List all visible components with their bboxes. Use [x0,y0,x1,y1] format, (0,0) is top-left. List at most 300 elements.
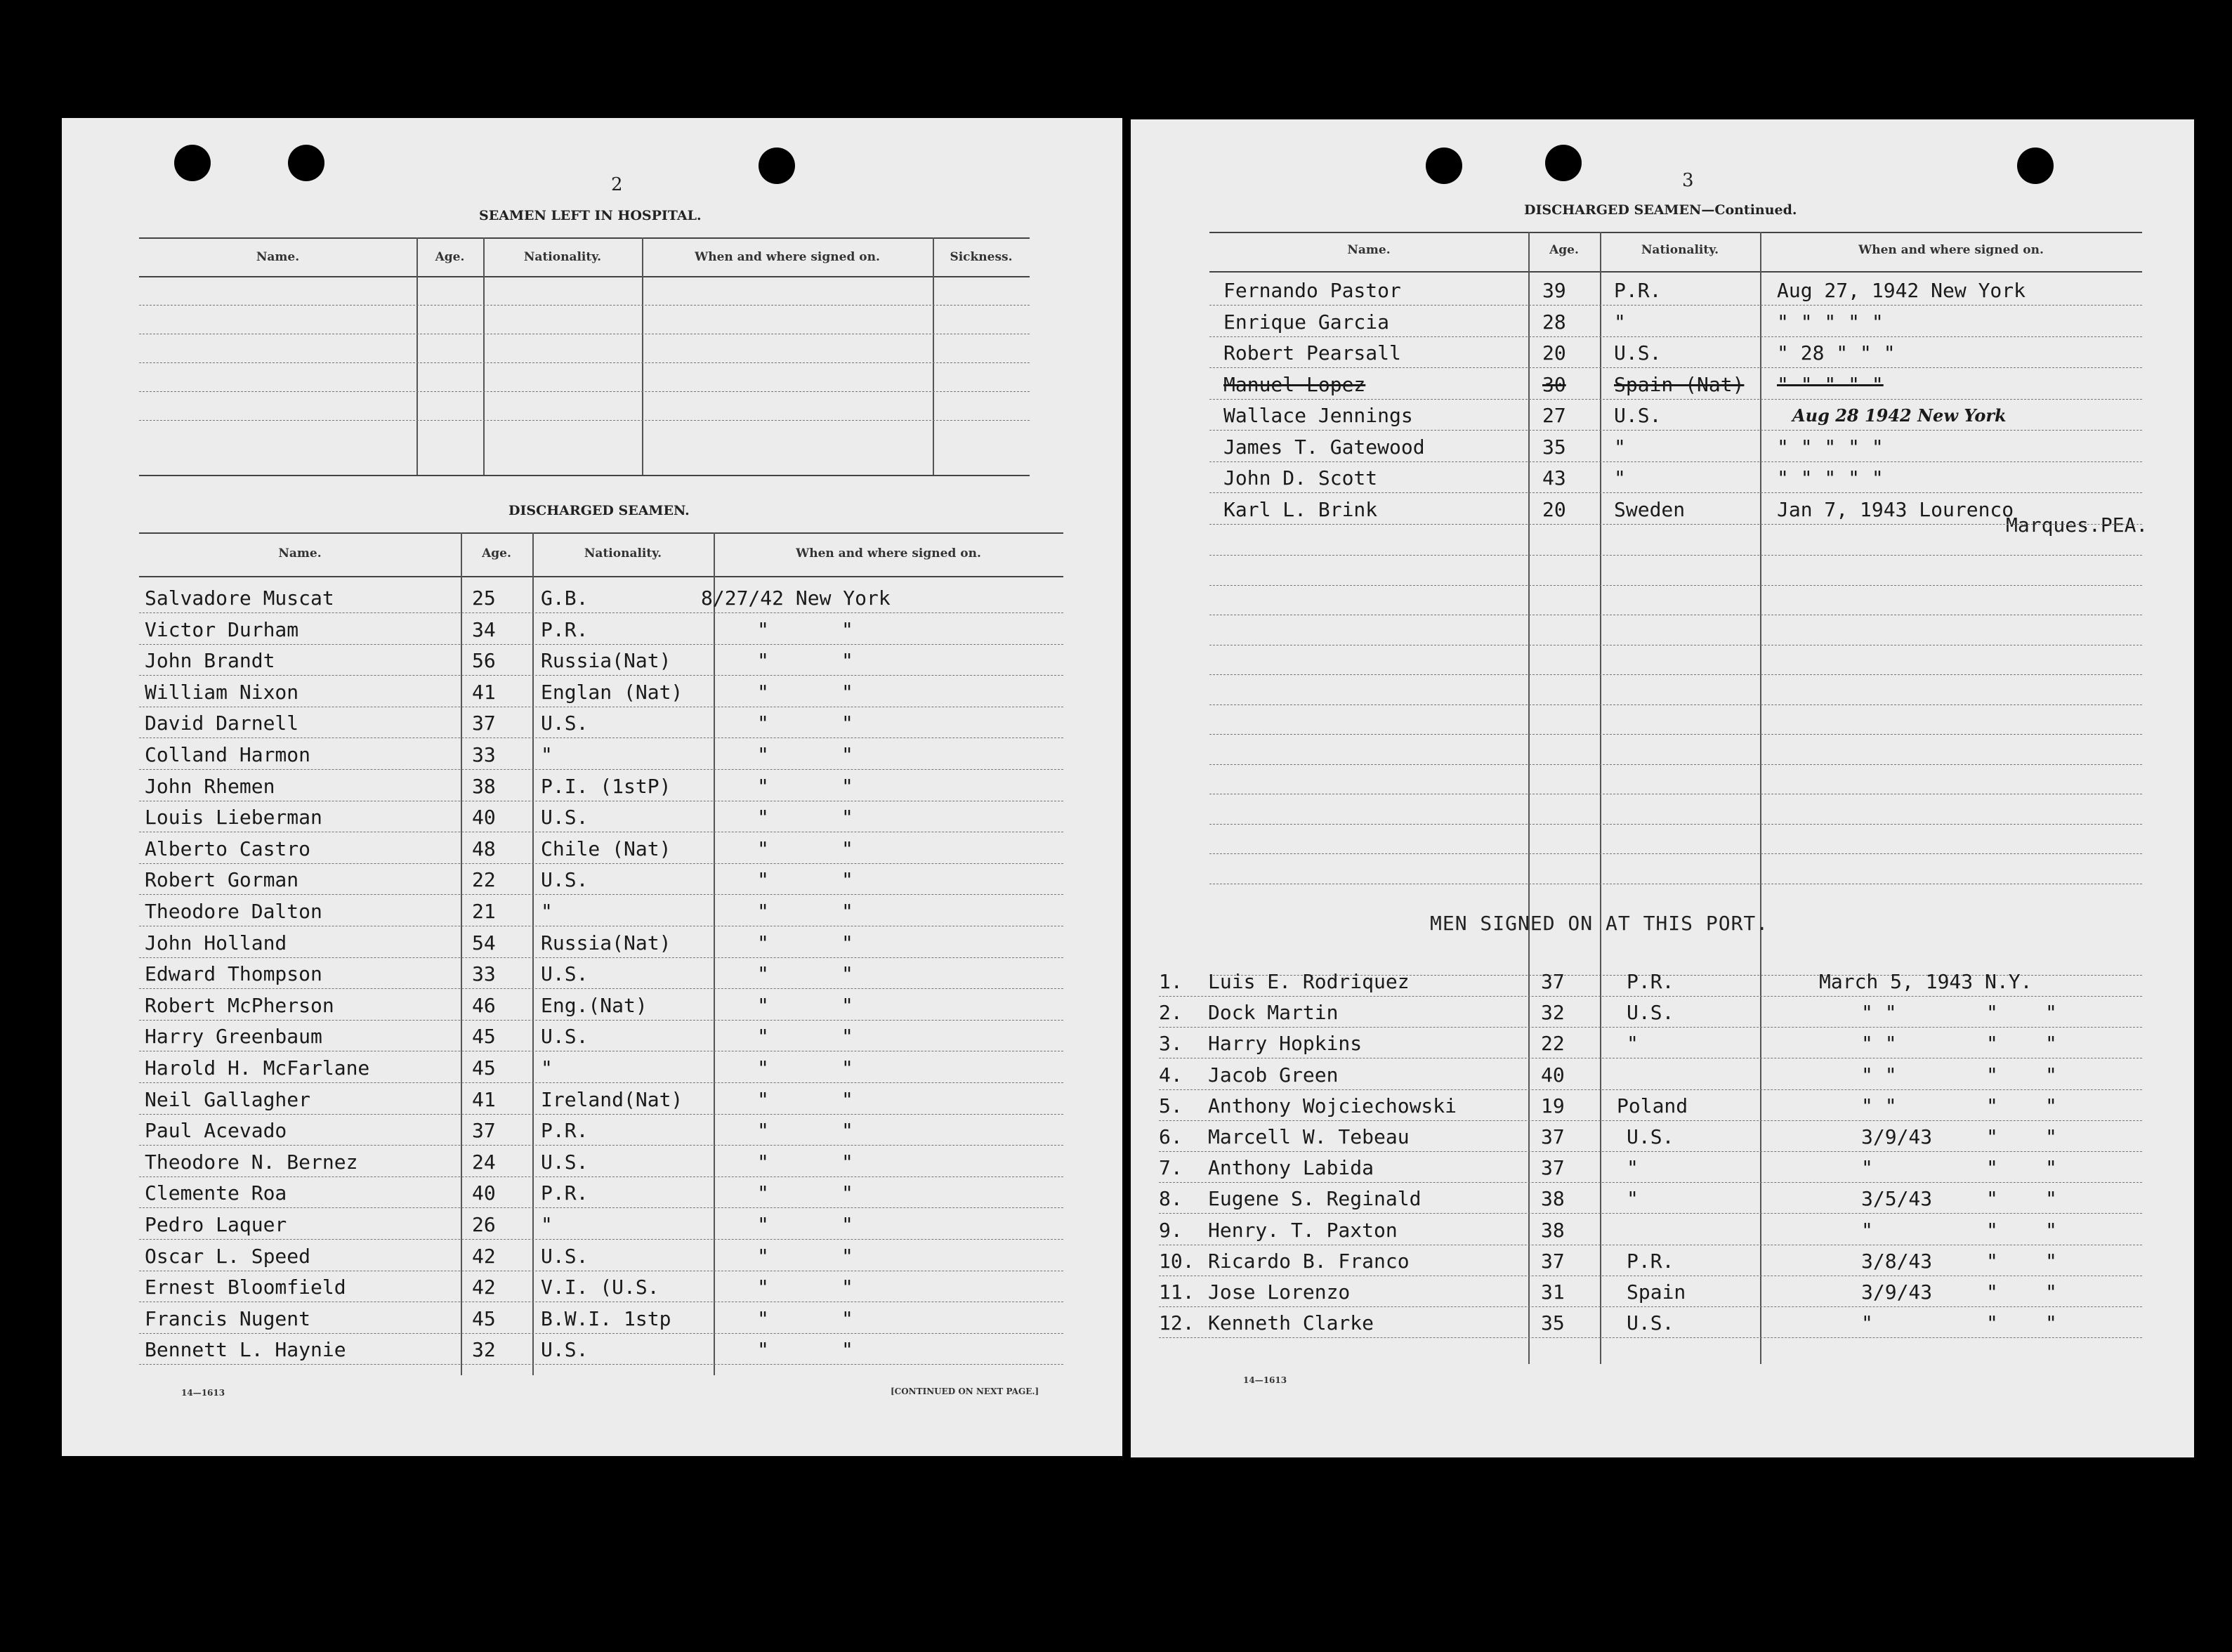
seaman-name: Manuel Lopez [1223,372,1366,396]
signed-on-date: " [1861,1156,1873,1180]
seaman-name: Salvadore Muscat [145,586,334,610]
signed-on-ditto: " [1986,1094,1998,1117]
col-header-name: Name. [1347,243,1391,257]
seaman-nationality: U.S. [1614,341,1662,365]
signed-on-date: 3/8/43 [1861,1249,1933,1273]
seaman-age: 48 [472,837,496,860]
row-number: 5. [1159,1094,1183,1117]
seaman-name: Fernando Pastor [1223,279,1401,302]
seaman-age: 35 [1542,435,1566,459]
seaman-nationality: " [541,1056,553,1080]
row-rule [139,894,1063,895]
signed-on-date: " [757,1056,769,1080]
signed-on-ditto: " [2045,1094,2057,1117]
signed-on-date: " [757,1276,769,1299]
seaman-age: 54 [472,931,496,955]
seaman-name: David Darnell [145,712,299,735]
crew-nationality: " [1627,1032,1639,1056]
signed-on-place: " [841,1025,853,1049]
seaman-nationality: Chile (Nat) [541,837,671,860]
signed-on-ditto: " [2045,1187,2057,1211]
signed-on-ditto: " [1986,1063,1998,1087]
seaman-nationality: G.B. [541,586,589,610]
seaman-nationality: U.S. [541,1150,589,1174]
crew-name: Anthony Wojciechowski [1208,1094,1457,1117]
col-header-name: Name. [256,250,300,264]
seaman-nationality: " [541,1213,553,1236]
crew-nationality: U.S. [1627,1001,1674,1025]
signed-on-date: " " [1861,1032,1897,1056]
signed-on-date: " [1861,1218,1873,1242]
row-rule [139,1239,1063,1240]
seaman-nationality: " [1614,435,1626,459]
seaman-name: Victor Durham [145,617,299,641]
row-rule [139,612,1063,613]
signed-on-date: " [757,1119,769,1143]
seaman-name: Pedro Laquer [145,1213,287,1236]
signed-on-place: " [841,1087,853,1111]
col-header-nationality: Nationality. [584,546,662,560]
crew-age: 37 [1541,1249,1565,1273]
seaman-name: John Rhemen [145,774,275,798]
crew-nationality: " [1627,1187,1639,1211]
signed-on-ditto: " [2045,1311,2057,1335]
crew-age: 37 [1541,970,1565,993]
seaman-age: 32 [472,1338,496,1362]
crew-name: Eugene S. Reginald [1208,1187,1422,1211]
seaman-age: 43 [1542,466,1566,490]
seaman-name: Robert Gorman [145,868,299,892]
seaman-age: 40 [472,1181,496,1205]
signed-on-ditto: " [1986,1187,1998,1211]
crew-age: 19 [1541,1094,1565,1117]
seaman-nationality: P.I. (1stP) [541,774,671,798]
col-header-nationality: Nationality. [523,250,602,264]
row-rule [1209,492,2142,493]
crew-nationality: P.R. [1627,970,1674,993]
signed-on-when-where: Jan 7, 1943 Lourenco [1777,497,2014,521]
row-number: 4. [1159,1063,1183,1087]
seaman-nationality: Russia(Nat) [541,931,671,955]
signed-on-when-where: " " " " " [1777,435,1884,459]
crew-name: Jose Lorenzo [1208,1280,1351,1304]
crew-name: Harry Hopkins [1208,1032,1363,1056]
crew-name: Anthony Labida [1208,1156,1374,1180]
seaman-nationality: Englan (Nat) [541,680,683,704]
signed-on-date: " [1861,1311,1873,1335]
continued-note: [CONTINUED ON NEXT PAGE.] [891,1386,1039,1396]
blank-row-rule [1209,853,2142,854]
signed-on-place: " [841,1276,853,1299]
signed-on-place: " [841,900,853,923]
page-number: 2 [611,174,623,195]
seaman-name: John D. Scott [1223,466,1378,490]
crew-nationality: Poland [1617,1094,1688,1117]
row-number: 2. [1159,1001,1183,1025]
signed-on-date: " [757,774,769,798]
crew-age: 40 [1541,1063,1565,1087]
signed-on-when-where: Aug 28 1942 New York [1792,405,2007,426]
row-rule [1159,996,2142,997]
row-rule [139,1020,1063,1021]
seaman-age: 24 [472,1150,496,1174]
signed-on-date: 3/9/43 [1861,1280,1933,1304]
row-rule [1209,461,2142,462]
seaman-name: Oscar L. Speed [145,1244,311,1268]
col-header-sickness: Sickness. [950,250,1013,264]
crew-name: Ricardo B. Franco [1208,1249,1410,1273]
hospital-table [139,237,1030,476]
punch-hole [759,148,795,184]
seaman-age: 56 [472,649,496,673]
signed-on-ditto: " [2045,1249,2057,1273]
punch-hole [174,145,211,181]
seaman-name: Neil Gallagher [145,1087,311,1111]
seaman-nationality: U.S. [541,712,589,735]
signed-on-ditto: " [1986,1218,1998,1242]
signed-on-ditto: " [1986,1125,1998,1148]
signed-on-date: " " [1861,1063,1897,1087]
seaman-age: 45 [472,1056,496,1080]
signed-on-place: " [841,1181,853,1205]
blank-row-rule [1209,734,2142,735]
signed-on-place: " [841,617,853,641]
signed-on-place: " [841,649,853,673]
signed-on-ditto: " [1986,1280,1998,1304]
signed-on-place: " [841,1244,853,1268]
seaman-age: 27 [1542,404,1566,427]
row-rule [139,1114,1063,1115]
row-rule [139,1333,1063,1334]
seaman-age: 45 [472,1306,496,1330]
signed-on-date: " [757,900,769,923]
punch-hole [2017,148,2054,184]
signed-on-date: " " [1861,1094,1897,1117]
col-header-age: Age. [482,546,511,560]
signed-on-date: " [757,743,769,766]
signed-on-ditto: " [1986,1032,1998,1056]
seaman-nationality: B.W.I. 1stp [541,1306,671,1330]
signed-on-date: " [757,1087,769,1111]
signed-on-place: " [841,1338,853,1362]
seaman-name: Theodore Dalton [145,900,322,923]
row-rule [1209,399,2142,400]
punch-hole [1545,145,1582,181]
seaman-age: 33 [472,743,496,766]
seaman-name: Louis Lieberman [145,806,322,830]
row-number: 9. [1159,1218,1183,1242]
seaman-nationality: P.R. [1614,279,1662,302]
row-rule [1159,1337,2142,1338]
row-rule [1159,1151,2142,1152]
signed-on-place: " [841,774,853,798]
seaman-age: 40 [472,806,496,830]
signed-on-place: " [841,1213,853,1236]
signed-on-when-where: " " " " " [1777,466,1884,490]
signed-on-ditto: " [2045,1125,2057,1148]
row-rule [139,957,1063,958]
col-header-name: Name. [278,546,322,560]
seaman-nationality: P.R. [541,1119,589,1143]
col-header-age: Age. [1549,243,1579,257]
page-number: 3 [1682,170,1694,191]
seaman-nationality: Sweden [1614,497,1686,521]
seaman-age: 42 [472,1276,496,1299]
signed-on-table [1159,971,2142,1364]
seaman-nationality: U.S. [1614,404,1662,427]
row-rule [139,769,1063,770]
signed-on-ditto: " [1986,1156,1998,1180]
seaman-name: Harry Greenbaum [145,1025,322,1049]
signed-on-date: " [757,1306,769,1330]
seaman-name: Francis Nugent [145,1306,311,1330]
signed-on-date: 3/5/43 [1861,1187,1933,1211]
seaman-nationality: U.S. [541,962,589,986]
signed-on-date: " [757,1150,769,1174]
col-header-when-where: When and where signed on. [1858,243,2044,257]
seaman-age: 22 [472,868,496,892]
signed-on-place: " [841,1150,853,1174]
seaman-name: John Holland [145,931,287,955]
signed-on-date: " [757,649,769,673]
row-rule [1159,1089,2142,1090]
signed-on-date: " [757,806,769,830]
seaman-name: Alberto Castro [145,837,311,860]
seaman-age: 25 [472,586,496,610]
crew-age: 38 [1541,1218,1565,1242]
row-rule [1209,305,2142,306]
seaman-age: 39 [1542,279,1566,302]
row-rule [139,1364,1063,1365]
seaman-name: Colland Harmon [145,743,311,766]
seaman-nationality: " [541,900,553,923]
seaman-name: Enrique Garcia [1223,310,1390,334]
row-rule [139,988,1063,989]
signed-on-date: " [757,962,769,986]
row-number: 12. [1159,1311,1195,1335]
row-rule [1209,367,2142,368]
signed-on-place: " [841,1056,853,1080]
seaman-age: 45 [472,1025,496,1049]
signed-on-date: " [757,868,769,892]
signed-on-date: " [757,931,769,955]
crew-nationality: " [1627,1156,1639,1180]
col-header-when-where: When and where signed on. [695,250,880,264]
seaman-nationality: Russia(Nat) [541,649,671,673]
crew-nationality: U.S. [1627,1125,1674,1148]
crew-age: 38 [1541,1187,1565,1211]
seaman-age: 33 [472,962,496,986]
seaman-age: 28 [1542,310,1566,334]
signed-on-place: " [841,806,853,830]
crew-name: Dock Martin [1208,1001,1339,1025]
seaman-nationality: U.S. [541,806,589,830]
crew-name: Kenneth Clarke [1208,1311,1374,1335]
signed-on-place: " [841,962,853,986]
row-rule [139,1207,1063,1208]
seaman-name: Harold H. McFarlane [145,1056,370,1080]
signed-on-ditto: " [1986,1249,1998,1273]
signed-on-ditto: " [2045,1001,2057,1025]
row-number: 1. [1159,970,1183,993]
seaman-age: 37 [472,712,496,735]
signed-on-date: " [757,837,769,860]
seaman-age: 20 [1542,341,1566,365]
seaman-age: 20 [1542,497,1566,521]
signed-on-date: " [757,680,769,704]
signed-on-date: " [757,1213,769,1236]
signed-on-place: " [841,1306,853,1330]
form-number: 14—1613 [1243,1375,1287,1385]
signed-on-date: " [757,993,769,1017]
signed-on-ditto: " [2045,1032,2057,1056]
signed-on-when-where: " 28 " " " [1777,341,1896,365]
row-number: 6. [1159,1125,1183,1148]
row-number: 3. [1159,1032,1183,1056]
crew-nationality: U.S. [1627,1311,1674,1335]
signed-on-ditto: " [2045,1218,2057,1242]
signed-on-place: " [841,712,853,735]
seaman-age: 30 [1542,372,1566,396]
row-rule [139,1176,1063,1177]
signed-on-place: " [841,931,853,955]
seaman-name: Wallace Jennings [1223,404,1413,427]
signed-on-ditto: " [1986,1001,1998,1025]
signed-on-date: 3/9/43 [1861,1125,1933,1148]
row-number: 11. [1159,1280,1195,1304]
form-number: 14—1613 [181,1388,225,1398]
signed-on-ditto: " [2045,1156,2057,1180]
blank-row-rule [1209,555,2142,556]
blank-row-rule [1209,824,2142,825]
blank-row-rule [1209,704,2142,705]
section-title-discharged: DISCHARGED SEAMEN. [508,503,690,518]
row-rule [139,1145,1063,1146]
seaman-age: 37 [472,1119,496,1143]
signed-on-date: " [757,617,769,641]
signed-on-ditto: " [2045,1280,2057,1304]
crew-age: 35 [1541,1311,1565,1335]
row-rule [1159,1182,2142,1183]
signed-on-when-where: Aug 27, 1942 New York [1777,279,2026,302]
signed-on-when-where: " " " " " [1777,372,1884,396]
signed-on-place: " [841,837,853,860]
seaman-name: Robert Pearsall [1223,341,1401,365]
seaman-age: 26 [472,1213,496,1236]
discharged-table [139,532,1063,1375]
signed-on-ditto: " [1986,1311,1998,1335]
signed-on-place: " [841,743,853,766]
crew-age: 37 [1541,1156,1565,1180]
seaman-name: Robert McPherson [145,993,334,1017]
signed-on-date: 8/27/42 New York [701,586,891,610]
row-number: 7. [1159,1156,1183,1180]
seaman-name: Karl L. Brink [1223,497,1378,521]
seaman-nationality: V.I. (U.S. [541,1276,659,1299]
blank-row-rule [1209,764,2142,765]
section-title-signed-on: MEN SIGNED ON AT THIS PORT. [1430,912,1769,935]
seaman-nationality: " [541,743,553,766]
section-title-hospital: SEAMEN LEFT IN HOSPITAL. [479,208,702,223]
signed-on-date: " [757,1181,769,1205]
seaman-nationality: U.S. [541,1338,589,1362]
punch-hole [288,145,324,181]
signed-on-place: " [841,1119,853,1143]
seaman-age: 38 [472,774,496,798]
crew-name: Henry. T. Paxton [1208,1218,1398,1242]
row-rule [1209,524,2142,525]
signed-on-date: March 5, 1943 N.Y. [1819,970,2033,993]
seaman-nationality: " [1614,310,1626,334]
seaman-nationality: U.S. [541,1244,589,1268]
punch-hole [1426,148,1462,184]
seaman-name: Ernest Bloomfield [145,1276,346,1299]
signed-on-ditto: " [2045,1063,2057,1087]
seaman-nationality: U.S. [541,868,589,892]
seaman-name: Edward Thompson [145,962,322,986]
signed-on-date: " [757,1025,769,1049]
crew-age: 37 [1541,1125,1565,1148]
signed-on-date: " [757,1244,769,1268]
row-number: 10. [1159,1249,1195,1273]
seaman-name: Theodore N. Bernez [145,1150,358,1174]
col-header-age: Age. [435,250,465,264]
signed-on-when-where: " " " " " [1777,310,1884,334]
row-rule [139,863,1063,864]
seaman-name: William Nixon [145,680,299,704]
row-rule [1159,1027,2142,1028]
signed-on-place: " [841,993,853,1017]
seaman-nationality: Eng.(Nat) [541,993,648,1017]
row-rule [139,1082,1063,1083]
crew-age: 22 [1541,1032,1565,1056]
row-rule [1209,430,2142,431]
col-header-when-where: When and where signed on. [796,546,981,560]
crew-nationality: Spain [1627,1280,1686,1304]
crew-age: 31 [1541,1280,1565,1304]
signed-on-place-continued: Marques.PEA. [2006,513,2148,537]
seaman-name: Bennett L. Haynie [145,1338,346,1362]
crew-name: Marcell W. Tebeau [1208,1125,1410,1148]
seaman-age: 41 [472,680,496,704]
seaman-nationality: P.R. [541,1181,589,1205]
right-page [1131,119,2194,1457]
seaman-nationality: Spain (Nat) [1614,372,1745,396]
section-title-discharged-continued: DISCHARGED SEAMEN—Continued. [1524,202,1797,218]
seaman-age: 42 [472,1244,496,1268]
signed-on-place: " [841,680,853,704]
col-header-nationality: Nationality. [1641,243,1719,257]
row-rule [139,675,1063,676]
row-rule [1159,1306,2142,1307]
crew-nationality: P.R. [1627,1249,1674,1273]
crew-name: Jacob Green [1208,1063,1339,1087]
row-rule [139,644,1063,645]
row-rule [1209,336,2142,337]
signed-on-date: " [757,712,769,735]
seaman-age: 46 [472,993,496,1017]
seaman-age: 21 [472,900,496,923]
crew-age: 32 [1541,1001,1565,1025]
row-rule [1159,1120,2142,1121]
seaman-name: Paul Acevado [145,1119,287,1143]
seaman-name: John Brandt [145,649,275,673]
left-page [62,118,1122,1456]
signed-on-place: " [841,868,853,892]
seaman-nationality: U.S. [541,1025,589,1049]
seaman-nationality: " [1614,466,1626,490]
row-number: 8. [1159,1187,1183,1211]
